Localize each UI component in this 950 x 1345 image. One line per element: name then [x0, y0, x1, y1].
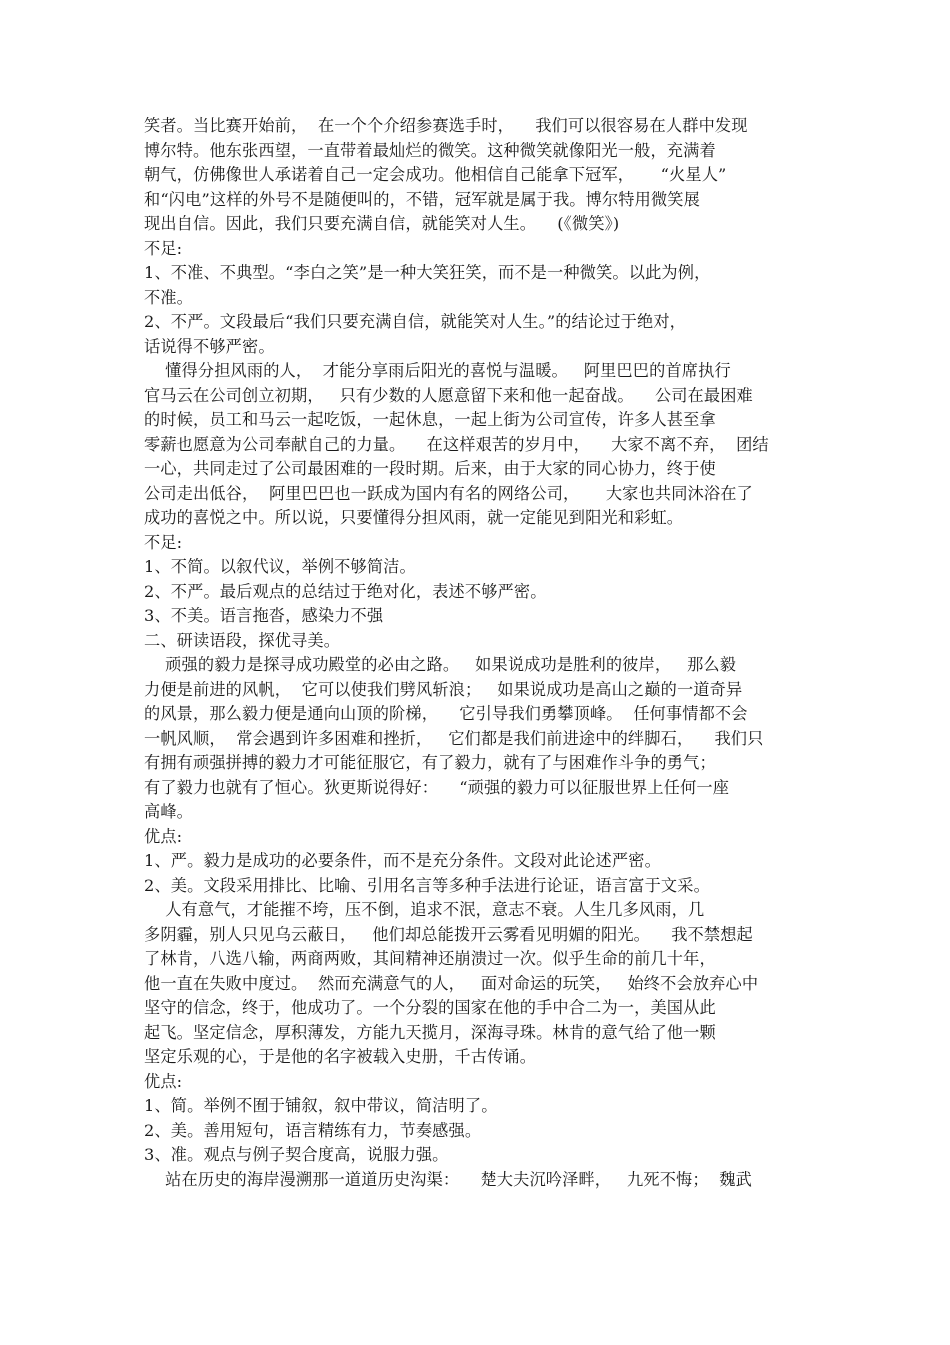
text-line: 不准。 — [144, 287, 194, 307]
section-heading: 二、研读语段，探优寻美。 — [144, 630, 341, 650]
text-line: 有了毅力也就有了恒心。狄更斯说得好： “顽强的毅力可以征服世界上任何一座 — [144, 777, 730, 797]
text-line: 他一直在失败中度过。 然而充满意气的人， 面对命运的玩笑， 始终不会放弃心中 — [144, 973, 759, 993]
text-line: 零薪也愿意为公司奉献自己的力量。 在这样艰苦的岁月中， 大家不离不弃， 团结 — [144, 434, 769, 454]
text-line: 力便是前进的风帆， 它可以使我们劈风斩浪； 如果说成功是高山之巅的一道奇异 — [144, 679, 743, 699]
text-line: 一帆风顺， 常会遇到许多困难和挫折， 它们都是我们前进途中的绊脚石， 我们只 — [144, 728, 764, 748]
list-item: 2、美。善用短句，语言精练有力，节奏感强。 — [144, 1120, 482, 1140]
text-line: 公司走出低谷， 阿里巴巴也一跃成为国内有名的网络公司， 大家也共同沐浴在了 — [144, 483, 753, 503]
section-heading: 优点: — [144, 826, 183, 846]
text-line: 起飞。坚定信念，厚积薄发，方能九天揽月，深海寻珠。林肯的意气给了他一颗 — [144, 1022, 716, 1042]
list-item: 1、简。举例不囿于铺叙，叙中带议，简洁明了。 — [144, 1096, 498, 1115]
text-line: 话说得不够严密。 — [144, 336, 275, 356]
text-line: 有拥有顽强拼搏的毅力才可能征服它，有了毅力，就有了与困难作斗争的勇气； — [144, 753, 716, 772]
list-item: 1、严。毅力是成功的必要条件，而不是充分条件。文段对此论述严密。 — [144, 851, 661, 870]
text-line: 成功的喜悦之中。所以说，只要懂得分担风雨，就一定能见到阳光和彩虹。 — [144, 508, 684, 527]
list-item: 2、不严。文段最后“我们只要充满自信，就能笑对人生。”的结论过于绝对， — [144, 312, 686, 331]
text-line: 官马云在公司创立初期， 只有少数的人愿意留下来和他一起奋战。 公司在最困难 — [144, 385, 753, 405]
list-item: 2、美。文段采用排比、比喻、引用名言等多种手法进行论证，语言富于文采。 — [144, 875, 710, 895]
list-item: 3、不美。语言拖沓，感染力不强 — [144, 606, 384, 625]
text-line: 和“闪电”这样的外号不是随便叫的，不错，冠军就是属于我。博尔特用微笑展 — [144, 189, 700, 209]
text-line: 了林肯，八选八输，两商两败，其间精神还崩溃过一次。似乎生命的前几十年， — [144, 949, 716, 968]
section-heading: 优点: — [144, 1071, 183, 1091]
text-line: 博尔特。他东张西望，一直带着最灿烂的微笑。这种微笑就像阳光一般，充满着 — [144, 140, 716, 160]
text-line: 的风景，那么毅力便是通向山顶的阶梯， 它引导我们勇攀顶峰。 任何事情都不会 — [144, 704, 748, 723]
document-body — [144, 114, 814, 1192]
text-line: 坚守的信念，终于，他成功了。一个分裂的国家在他的手中合二为一，美国从此 — [144, 998, 716, 1017]
section-heading: 不足: — [144, 532, 183, 552]
text-line: 多阴霾，别人只见乌云蔽日， 他们却总能拨开云雾看见明媚的阳光。 我不禁想起 — [144, 924, 753, 944]
list-item: 2、不严。最后观点的总结过于绝对化，表述不够严密。 — [144, 581, 547, 601]
text-line: 坚定乐观的心，于是他的名字被载入史册，千古传诵。 — [144, 1047, 537, 1066]
list-item: 3、准。观点与例子契合度高，说服力强。 — [144, 1145, 449, 1164]
text-line: 朝气，仿佛像世人承诺着自己一定会成功。他相信自己能拿下冠军， “火星人” — [144, 165, 727, 184]
paragraph-start: 懂得分担风雨的人， 才能分享雨后阳光的喜悦与温暖。 阿里巴巴的首席执行 — [144, 361, 731, 380]
text-line: 笑者。当比赛开始前， 在一个个介绍参赛选手时， 我们可以很容易在人群中发现 — [144, 116, 748, 135]
section-heading: 不足: — [144, 238, 183, 258]
text-line: 高峰。 — [144, 802, 194, 821]
text-line: 现出自信。因此，我们只要充满自信，就能笑对人生。 (《微笑》) — [144, 214, 620, 233]
list-item: 1、不准、不典型。“李白之笑”是一种大笑狂笑，而不是一种微笑。以此为例， — [144, 263, 711, 282]
list-item: 1、不简。以叙代议，举例不够简洁。 — [144, 557, 416, 576]
paragraph-start: 顽强的毅力是探寻成功殿堂的必由之路。 如果说成功是胜利的彼岸， 那么毅 — [144, 655, 737, 674]
text-line: 一心，共同走过了公司最困难的一段时期。后来，由于大家的同心协力，终于使 — [144, 459, 716, 478]
text-line: 的时候，员工和马云一起吃饭，一起休息，一起上街为公司宣传，许多人甚至拿 — [144, 410, 716, 429]
paragraph-start: 人有意气，才能摧不垮，压不倒，追求不泯，意志不衰。人生几多风雨，几 — [144, 900, 705, 919]
paragraph-start: 站在历史的海岸漫溯那一道道历史沟渠： 楚大夫沉吟泽畔， 九死不悔； 魏武 — [144, 1169, 752, 1189]
